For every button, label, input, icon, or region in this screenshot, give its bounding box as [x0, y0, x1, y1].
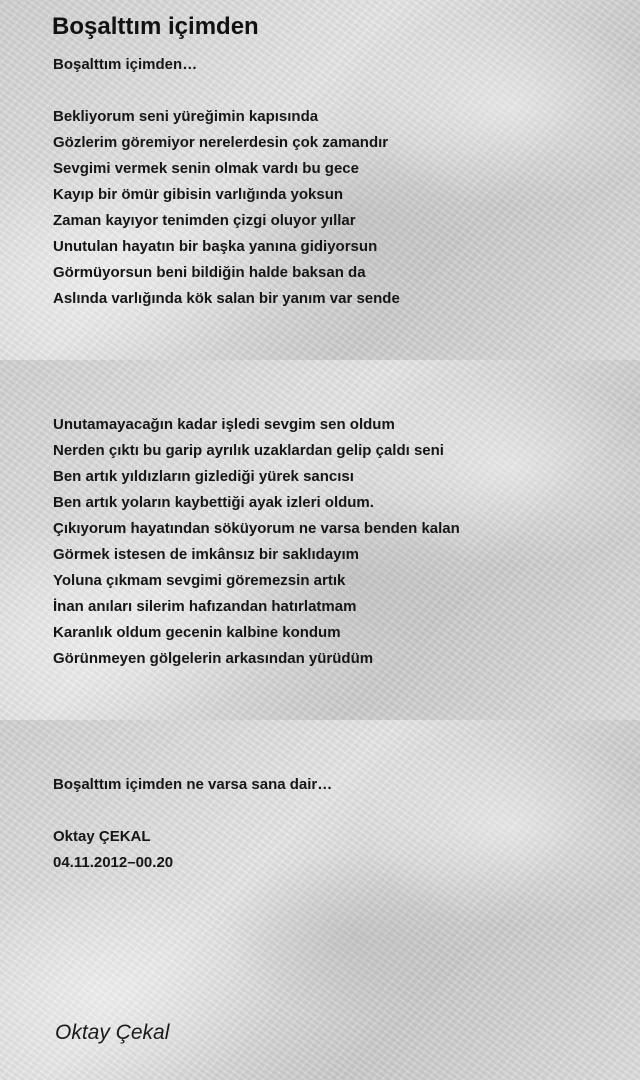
stanza2-line: Görmek istesen de imkânsız bir saklıdayım [53, 546, 359, 563]
stanza1-line: Unutulan hayatın bir başka yanına gidiyorsun [53, 238, 378, 255]
stanza1-line: Görmüyorsun beni bildiğin halde baksan da [53, 264, 366, 281]
stanza1-line: Kayıp bir ömür gibisin varlığında yoksun [53, 186, 344, 203]
stanza1-line: Bekliyorum seni yüreğimin kapısında [53, 108, 319, 125]
poem-title: Boşalttım içimden [52, 13, 259, 40]
poem-closing-line: Boşalttım içimden ne varsa sana dair… [53, 776, 333, 793]
poem-date: 04.11.2012–00.20 [53, 854, 174, 871]
stanza1-line: Sevgimi vermek senin olmak vardı bu gece [53, 160, 359, 177]
stanza1-line: Aslında varlığında kök salan bir yanım var sende [53, 290, 400, 307]
stanza2-line: Çıkıyorum hayatından söküyorum ne varsa benden kalan [53, 520, 460, 537]
poem-intro: Boşalttım içimden… [53, 56, 198, 73]
stanza2-line: Yoluna çıkmam sevgimi göremezsin artık [53, 572, 346, 589]
author-signature: Oktay Çekal [55, 1021, 170, 1044]
stanza1-line: Zaman kayıyor tenimden çizgi oluyor yıllar [53, 212, 356, 229]
stanza2-line: İnan anıları silerim hafızandan hatırlatmam [53, 598, 357, 615]
stanza2-line: Nerden çıktı bu garip ayrılık uzaklardan gelip çaldı seni [53, 442, 444, 459]
stanza2-line: Ben artık yıldızların gizlediği yürek sancısı [53, 468, 354, 485]
author-name: Oktay ÇEKAL [53, 828, 151, 845]
stanza2-line: Ben artık yoların kaybettiği ayak izleri oldum. [53, 494, 374, 511]
stanza1-line: Gözlerim göremiyor nerelerdesin çok zamandır [53, 134, 389, 151]
stanza2-line: Görünmeyen gölgelerin arkasından yürüdüm [53, 650, 374, 667]
stanza2-line: Unutamayacağın kadar işledi sevgim sen oldum [53, 416, 395, 433]
stanza2-line: Karanlık oldum gecenin kalbine kondum [53, 624, 341, 641]
